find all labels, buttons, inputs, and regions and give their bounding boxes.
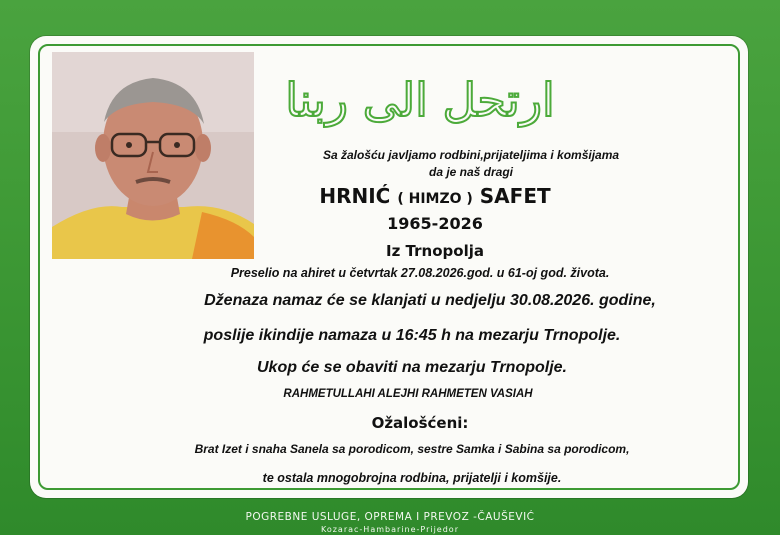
intro-line-2: da je naš dragi — [428, 165, 514, 179]
funeral-line-2: poslije ikindije namaza u 16:45 h na mezarju Trnopolje. — [203, 327, 621, 344]
footer-location: Kozarac-Hambarine-Prijedor — [320, 525, 459, 534]
first-name: SAFET — [479, 184, 551, 208]
mourners-heading: Ožalošćeni: — [371, 414, 469, 432]
deceased-name — [319, 184, 550, 208]
surname: HRNIĆ — [319, 184, 391, 208]
funeral-line-1: Dženaza namaz će se klanjati u nedjelju 30.08.2026. godine, — [204, 292, 656, 309]
life-years: 1965-2026 — [387, 214, 483, 233]
father-name: ( HIMZO ) — [397, 191, 473, 207]
origin: Iz Trnopolja — [386, 242, 484, 260]
mourners-line-2: te ostala mnogobrojna rodbina, prijatelji i komšije. — [262, 471, 562, 485]
calligraphy-text: ارتحل الى ربنا — [285, 73, 555, 127]
intro-line-1: Sa žalošću javljamo rodbini,prijateljima i komšijama — [322, 148, 620, 162]
death-notice: Preselio na ahiret u četvrtak 27.08.2026.god. u 61-oj god. života. — [230, 266, 610, 280]
burial-line: Ukop će se obaviti na mezarju Trnopolje. — [256, 359, 568, 376]
footer-company: POGREBNE USLUGE, OPREMA I PREVOZ -ČAUŠEVIĆ — [245, 511, 535, 523]
mourners-line-1: Brat Izet i snaha Sanela sa porodicom, sestre Samka i Sabina sa porodicom, — [194, 442, 630, 456]
prayer-line: RAHMETULLAHI ALEJHI RAHMETEN VASIAH — [283, 388, 533, 400]
